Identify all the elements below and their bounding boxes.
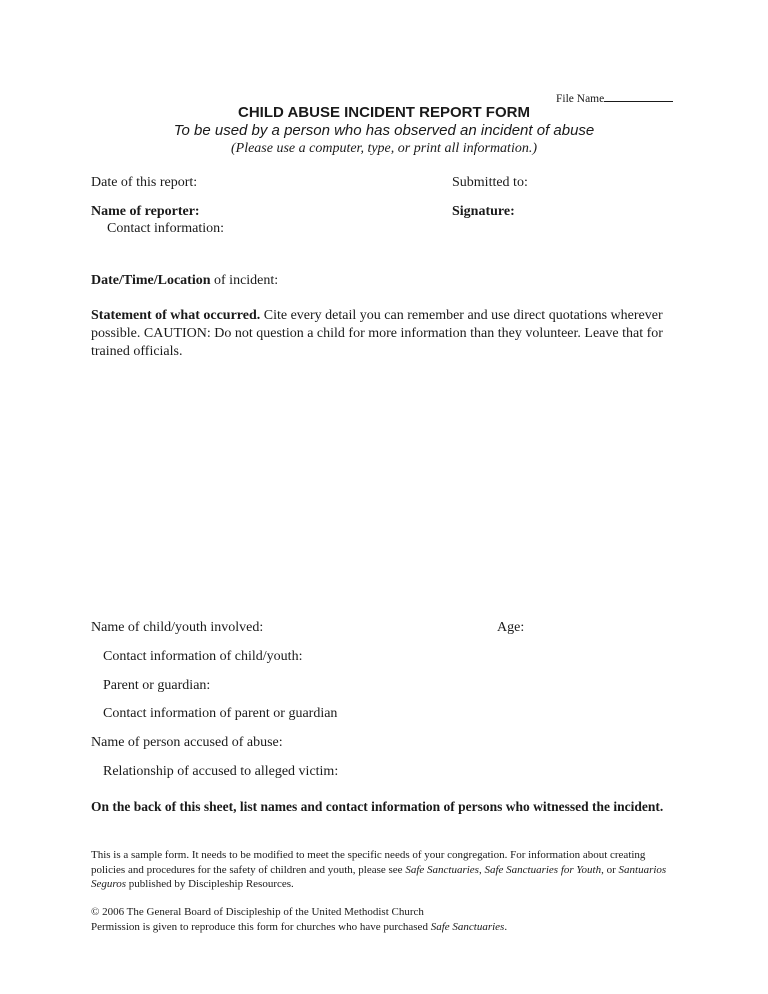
sample-form-note: [91, 848, 671, 892]
file-name-blank-line[interactable]: [604, 90, 673, 102]
permission-line: [91, 920, 671, 935]
date-time-location-label: [91, 273, 278, 289]
statement-lead: Statement of what occurred.: [91, 308, 261, 323]
statement-text: Cite every detail you can remember and use direct quotations wherever possible. CAUTION: Do not question a child for more information than they volunteer. Leave that for trained officials.: [91, 308, 663, 359]
date-time-location-rest: of incident:: [210, 273, 279, 288]
form-instruction: (Please use a computer, type, or print all information.): [230, 141, 538, 156]
separator-1: ,: [478, 863, 485, 876]
contact-parent-label: Contact information of parent or guardian: [103, 706, 338, 721]
book-santuarios-seguros: Santuarios Seguros: [91, 863, 667, 890]
parent-guardian-label: Parent or guardian:: [103, 678, 211, 693]
permission-end: .: [504, 920, 508, 933]
file-name-field: [556, 90, 673, 105]
contact-information-label: Contact information:: [107, 221, 225, 236]
copyright-block: [91, 905, 671, 934]
name-of-child-label: Name of child/youth involved:: [91, 620, 264, 635]
signature-label: Signature:: [452, 204, 515, 219]
permission-text: Permission is given to reproduce this form for churches who have purchased: [91, 920, 431, 933]
book-safe-sanctuaries: Safe Sanctuaries: [405, 863, 479, 876]
book-safe-sanctuaries-youth: Safe Sanctuaries for Youth: [484, 863, 602, 876]
name-of-reporter-label: Name of reporter:: [91, 204, 200, 219]
copyright-line: © 2006 The General Board of Discipleship of the United Methodist Church: [91, 906, 424, 918]
date-of-report-label: Date of this report:: [91, 175, 198, 190]
sample-text-2: published by Discipleship Resources.: [126, 878, 294, 890]
relationship-accused-label: Relationship of accused to alleged victim:: [103, 764, 339, 779]
permission-book: Safe Sanctuaries: [430, 920, 505, 933]
submitted-to-label: Submitted to:: [452, 175, 528, 190]
age-label: Age:: [497, 620, 525, 635]
statement-paragraph: [91, 307, 691, 361]
sample-text-1: This is a sample form. It needs to be modified to meet the specific needs of your congregation. For information about creating policies and procedures for the safety of children and youth, please see: [91, 849, 646, 876]
witness-notice: On the back of this sheet, list names and contact information of persons who witnessed the incident.: [91, 799, 664, 814]
name-accused-label: Name of person accused of abuse:: [91, 735, 283, 750]
file-name-label: File Name: [556, 93, 605, 105]
form-subtitle: To be used by a person who has observed an incident of abuse: [173, 122, 595, 139]
form-title: CHILD ABUSE INCIDENT REPORT FORM: [238, 104, 530, 121]
date-time-location-bold: Date/Time/Location: [91, 273, 211, 288]
contact-child-label: Contact information of child/youth:: [103, 649, 303, 664]
separator-2: , or: [601, 863, 619, 876]
